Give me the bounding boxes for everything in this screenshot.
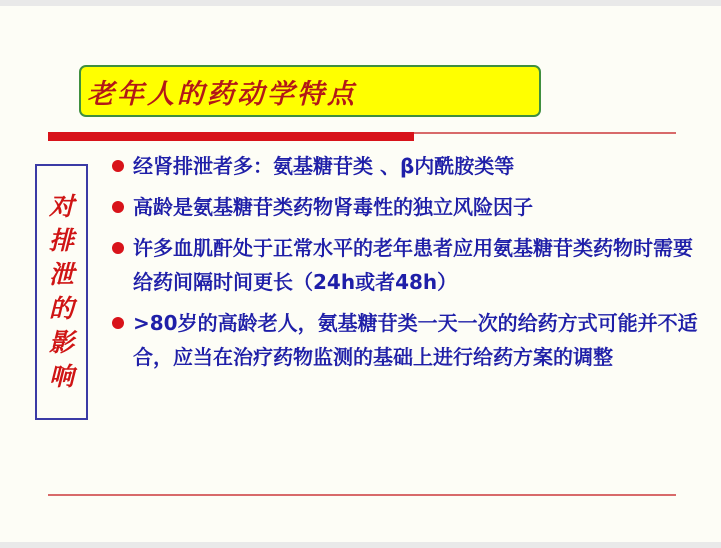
- bullet-list: [112, 149, 702, 381]
- side-label-char: 响: [48, 362, 74, 391]
- side-label-char: 的: [48, 294, 74, 323]
- title-box: [79, 65, 541, 117]
- slide-title: 老年人的药动学特点: [87, 78, 357, 110]
- bullet-item: [112, 231, 702, 299]
- bullet-text: 许多血肌酐处于正常水平的老年患者应用氨基糖苷类药物时需要给药间隔时间更长（24h或者48h）: [133, 236, 693, 294]
- bullet-dot-icon: [112, 201, 124, 213]
- title-underline-bar: [48, 132, 414, 141]
- bullet-text: 高龄是氨基糖苷类药物肾毒性的独立风险因子: [133, 195, 533, 219]
- bullet-item: [112, 190, 702, 224]
- side-label-char: 影: [48, 328, 74, 357]
- side-label-char: 排: [48, 226, 74, 255]
- bullet-dot-icon: [112, 160, 124, 172]
- side-label-char: 泄: [48, 260, 74, 289]
- bullet-item: [112, 149, 702, 183]
- bullet-text: >80岁的高龄老人，氨基糖苷类一天一次的给药方式可能并不适合，应当在治疗药物监测的基础上进行给药方案的调整: [133, 311, 698, 369]
- bullet-item: [112, 306, 702, 374]
- bullet-dot-icon: [112, 242, 124, 254]
- divider-line-bottom: [48, 494, 676, 496]
- bullet-dot-icon: [112, 317, 124, 329]
- bullet-text: 经肾排泄者多：氨基糖苷类 、β内酰胺类等: [133, 154, 515, 178]
- side-label-char: 对: [48, 192, 74, 221]
- side-label-box: [35, 164, 88, 420]
